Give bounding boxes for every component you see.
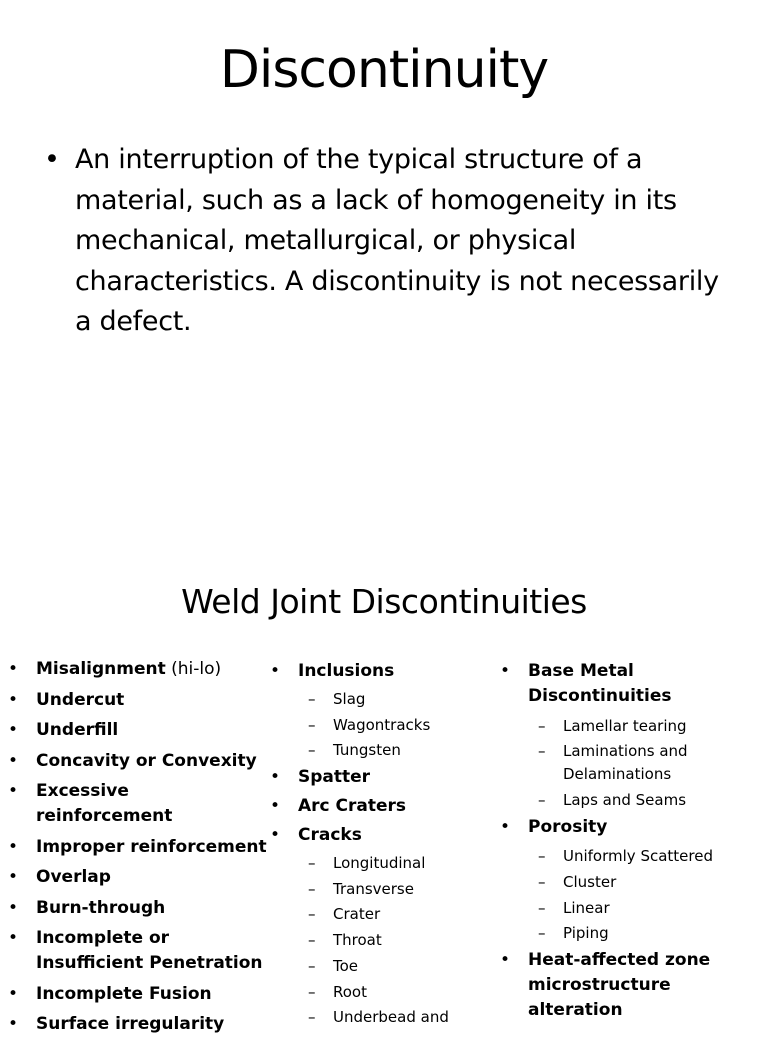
dash-marker: – (538, 716, 546, 735)
item-label: Inclusions (298, 661, 395, 681)
list-item (500, 815, 762, 840)
item-label: Base Metal Discontinuities (528, 661, 672, 706)
sub-item-label: Laminations and Delaminations (563, 742, 688, 784)
slide-weld-joint-discontinuities (0, 512, 768, 1035)
list-item (8, 718, 270, 743)
list-item (8, 982, 270, 1007)
sub-item (500, 922, 762, 945)
dash-marker: – (308, 690, 316, 708)
list-item (8, 779, 270, 828)
item-label: Misalignment (36, 659, 166, 679)
sub-item (270, 1006, 490, 1029)
item-label: Cracks (298, 825, 362, 846)
dash-marker: – (538, 847, 546, 866)
sub-item (270, 688, 490, 711)
bullet-marker: • (8, 781, 19, 802)
sub-item-label: Longitudinal (333, 854, 426, 873)
sub-item-label: Laps and Seams (563, 790, 687, 809)
list-item (8, 749, 270, 774)
definition-bullet (44, 140, 724, 343)
item-label: Incomplete or Insufficient Penetration (36, 928, 263, 973)
bullet-marker: • (270, 796, 281, 817)
dash-marker: – (538, 790, 546, 809)
sub-item-label: Lamellar tearing (563, 716, 687, 735)
list-item (270, 659, 490, 684)
sub-item-label: Linear (563, 898, 610, 917)
sub-item (270, 739, 490, 762)
sub-item-label: Piping (563, 924, 609, 943)
list-item (270, 765, 490, 790)
sub-item (270, 714, 490, 737)
sub-item (500, 897, 762, 920)
bullet-marker: • (500, 816, 511, 837)
sub-item-label: Cluster (563, 872, 617, 891)
sub-item-label: Root (333, 982, 367, 1001)
item-label: Surface irregularity (36, 1014, 225, 1035)
bullet-marker: • (8, 689, 19, 710)
sub-item (270, 955, 490, 978)
bullet-marker: • (500, 950, 511, 970)
sub-item (500, 715, 762, 738)
sub-item-label: Wagontracks (333, 715, 431, 734)
bullet-marker: • (270, 825, 281, 846)
item-label: Undercut (36, 689, 125, 710)
dash-marker: – (308, 854, 316, 873)
item-label: Porosity (528, 816, 608, 837)
list-item (270, 794, 490, 819)
list-item (500, 948, 762, 1023)
sub-item-label: Transverse (333, 879, 414, 898)
item-label: Improper reinforcement (36, 836, 267, 857)
sub-item-label: Throat (333, 931, 382, 950)
sub-item (500, 845, 762, 868)
dash-marker: – (308, 905, 316, 924)
slide-discontinuity (0, 0, 768, 512)
list-item (8, 1012, 270, 1037)
bullet-marker: • (8, 928, 19, 949)
list-item (8, 657, 270, 682)
item-label: Overlap (36, 867, 111, 888)
sub-item-label: Slag (333, 690, 366, 708)
item-label: Spatter (298, 767, 371, 788)
item-label: Concavity or Convexity (36, 750, 257, 771)
sub-item (270, 929, 490, 952)
dash-marker: – (538, 872, 546, 891)
item-label: Incomplete Fusion (36, 983, 212, 1004)
list-item (500, 659, 762, 709)
dash-marker: – (308, 1008, 316, 1027)
item-note: (hi-lo) (165, 659, 222, 679)
slide-title: Discontinuity (219, 40, 549, 100)
sub-item-label: Uniformly Scattered (563, 847, 713, 866)
bullet-marker: • (8, 659, 19, 679)
bullet-marker: • (8, 1014, 19, 1035)
bullet-marker: • (270, 661, 281, 681)
dash-marker: – (308, 982, 316, 1001)
sub-item-label: Underbead and (333, 1008, 449, 1027)
list-item (270, 823, 490, 848)
item-label: Underfill (36, 720, 119, 741)
dash-marker: – (538, 742, 546, 761)
list-item (8, 865, 270, 890)
dash-marker: – (308, 741, 316, 760)
item-label: Heat-affected zone microstructure alteration (528, 950, 711, 1020)
bullet-marker: • (8, 836, 19, 857)
dash-marker: – (308, 931, 316, 950)
list-item (8, 926, 270, 975)
dash-marker: – (308, 956, 316, 975)
dash-marker: – (308, 879, 316, 898)
definition-text: An interruption of the typical structure of a material, such as a lack of homogeneity in its mechanical, metallurgical, or physical characteristics. A discontinuity is not necessarily a defect. (75, 144, 719, 337)
list-item (8, 835, 270, 860)
sub-item (500, 789, 762, 812)
column-inclusions-cracks (270, 659, 490, 1032)
bullet-marker: • (8, 720, 19, 741)
sub-item-label: Crater (333, 905, 381, 924)
column-weld-profile-discontinuities (8, 657, 270, 1043)
item-label: Arc Craters (298, 796, 407, 817)
sub-item-label: Tungsten (333, 741, 401, 760)
dash-marker: – (538, 898, 546, 917)
bullet-marker: • (8, 897, 19, 918)
slide-title: Weld Joint Discontinuities (181, 582, 587, 621)
bullet-marker: • (270, 767, 281, 788)
list-item (8, 688, 270, 713)
item-label: Burn-through (36, 897, 166, 918)
item-label: Excessive reinforcement (36, 781, 173, 826)
bullet-marker: • (8, 867, 19, 888)
list-item (8, 896, 270, 921)
sub-item (500, 871, 762, 894)
bullet-marker: • (8, 983, 19, 1004)
dash-marker: – (308, 715, 316, 734)
sub-item-label: Toe (333, 956, 359, 975)
sub-item (270, 852, 490, 875)
dash-marker: – (538, 924, 546, 943)
bullet-marker: • (500, 661, 511, 681)
sub-item (270, 981, 490, 1004)
sub-item (270, 903, 490, 926)
sub-item (500, 740, 762, 786)
column-base-metal-porosity (500, 659, 762, 1029)
sub-item (270, 878, 490, 901)
bullet-marker: • (44, 144, 60, 175)
bullet-marker: • (8, 750, 19, 771)
